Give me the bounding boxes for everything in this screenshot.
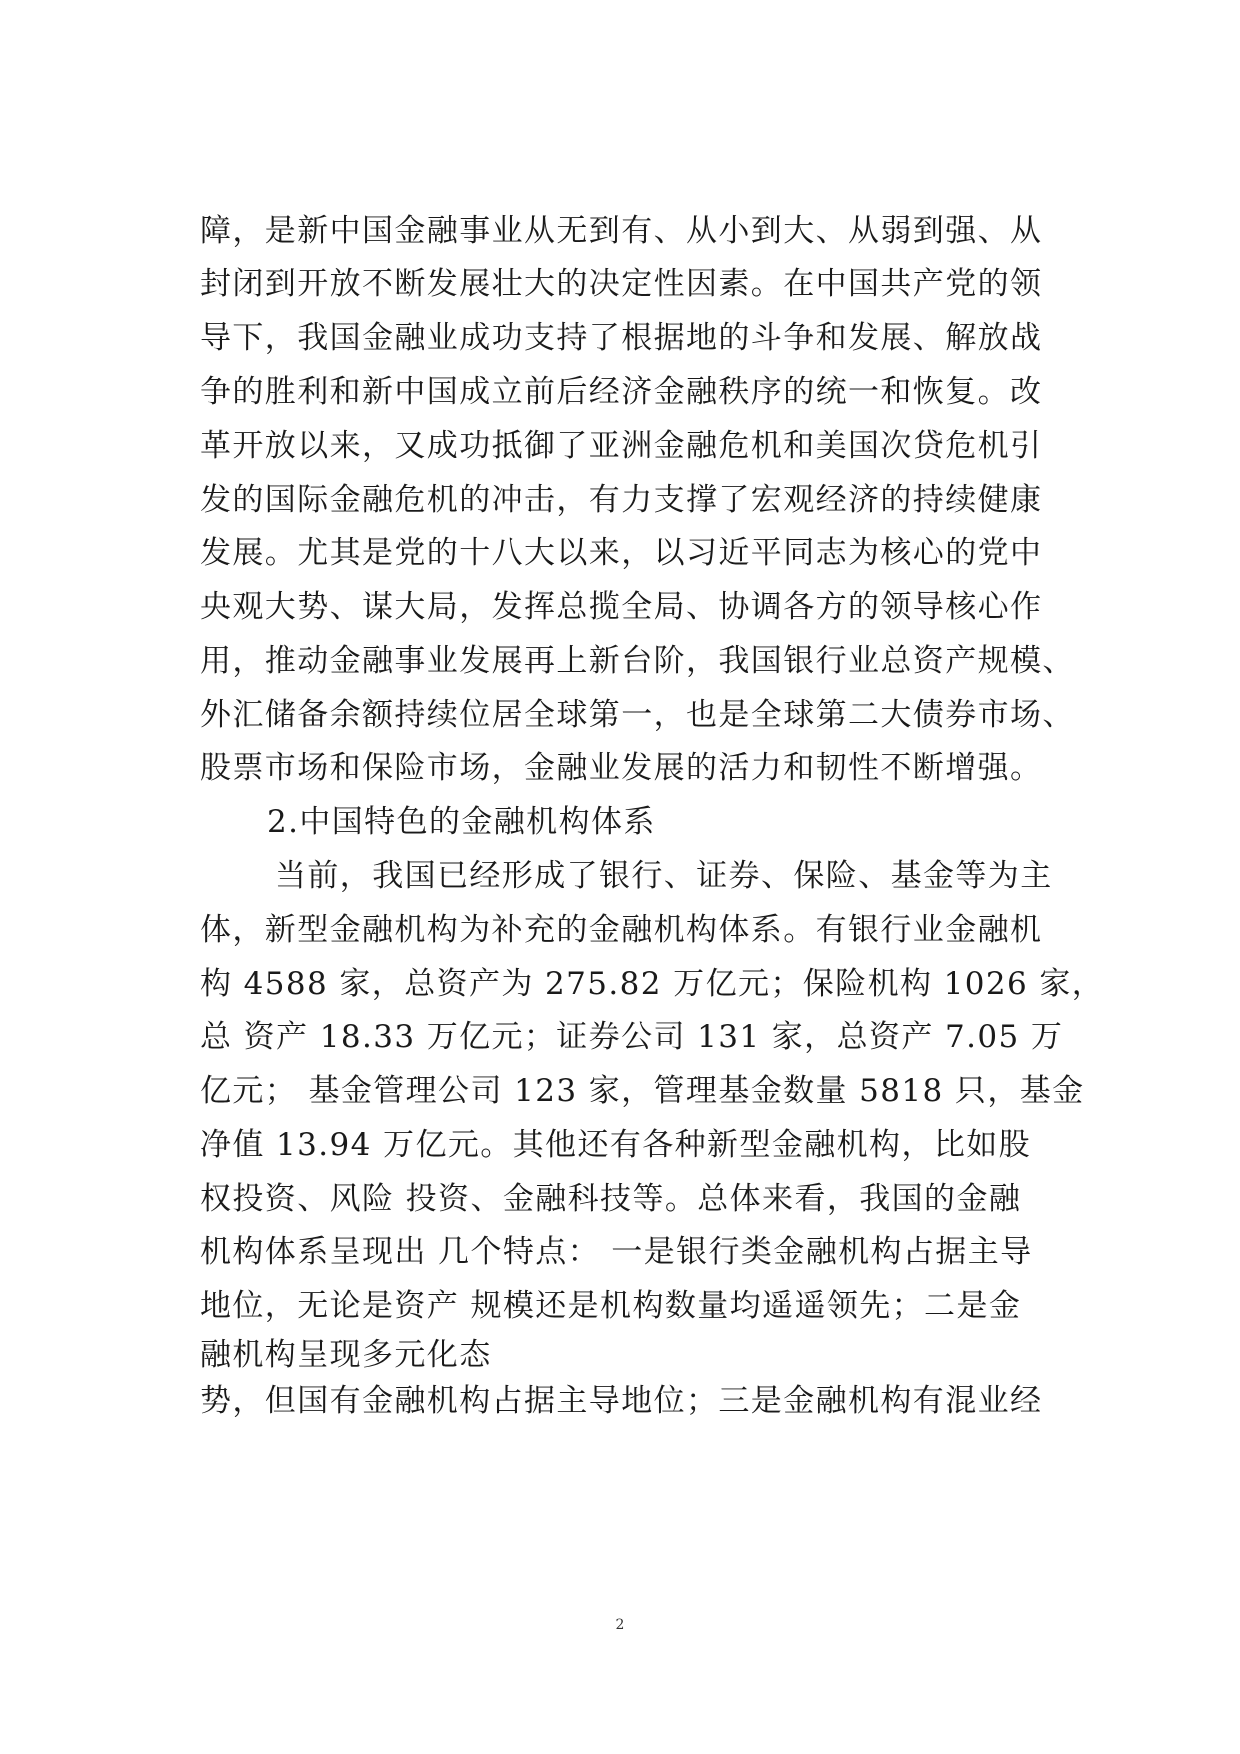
body-text-line: 障，是新中国金融事业从无到有、从小到大、从弱到强、从 [200, 213, 1043, 249]
body-text-line: 机构体系呈现出 几个特点： 一是银行类金融机构占据主导 [200, 1234, 1033, 1270]
body-text-line: 势，但国有金融机构占据主导地位；三是金融机构有混业经 [200, 1383, 1043, 1419]
body-text-line: 股票市场和保险市场，金融业发展的活力和韧性不断增强。 [200, 750, 1043, 786]
body-text-line: 亿元； 基金管理公司 123 家，管理基金数量 5818 只，基金 [200, 1073, 1085, 1109]
body-text-line: 央观大势、谋大局，发挥总揽全局、协调各方的领导核心作 [200, 589, 1043, 625]
body-text-line: 外汇储备余额持续位居全球第一，也是全球第二大债券市场、 [200, 697, 1075, 733]
body-text-line: 构 4588 家，总资产为 275.82 万亿元；保险机构 1026 家， [200, 966, 1105, 1002]
body-text-line: 革开放以来，又成功抵御了亚洲金融危机和美国次贷危机引 [200, 428, 1043, 464]
body-text-line: 发的国际金融危机的冲击，有力支撑了宏观经济的持续健康 [200, 482, 1043, 518]
body-text-line: 净值 13.94 万亿元。其他还有各种新型金融机构，比如股 [200, 1127, 1032, 1163]
body-text-line: 发展。尤其是党的十八大以来，以习近平同志为核心的党中 [200, 535, 1043, 571]
body-text-line: 权投资、风险 投资、金融科技等。总体来看，我国的金融 [200, 1181, 1022, 1217]
body-text-line: 用，推动金融事业发展再上新台阶，我国银行业总资产规模、 [200, 643, 1075, 679]
body-text-line: 导下，我国金融业成功支持了根据地的斗争和发展、解放战 [200, 320, 1043, 356]
body-text-line: 地位，无论是资产 规模还是机构数量均遥遥领先；二是金 [200, 1288, 1022, 1324]
section-heading: 2.中国特色的金融机构体系 [267, 804, 656, 840]
body-text-line: 封闭到开放不断发展壮大的决定性因素。在中国共产党的领 [200, 266, 1043, 302]
body-text-line: 争的胜利和新中国成立前后经济金融秩序的统一和恢复。改 [200, 374, 1043, 410]
body-text-line: 体，新型金融机构为补充的金融机构体系。有银行业金融机 [200, 912, 1043, 948]
body-text-line: 总 资产 18.33 万亿元；证券公司 131 家，总资产 7.05 万 [200, 1019, 1064, 1055]
body-text-line: 当前，我国已经形成了银行、证券、保险、基金等为主 [275, 858, 1053, 894]
page-number: 2 [615, 1617, 625, 1633]
body-text-line: 融机构呈现多元化态 [200, 1337, 492, 1373]
